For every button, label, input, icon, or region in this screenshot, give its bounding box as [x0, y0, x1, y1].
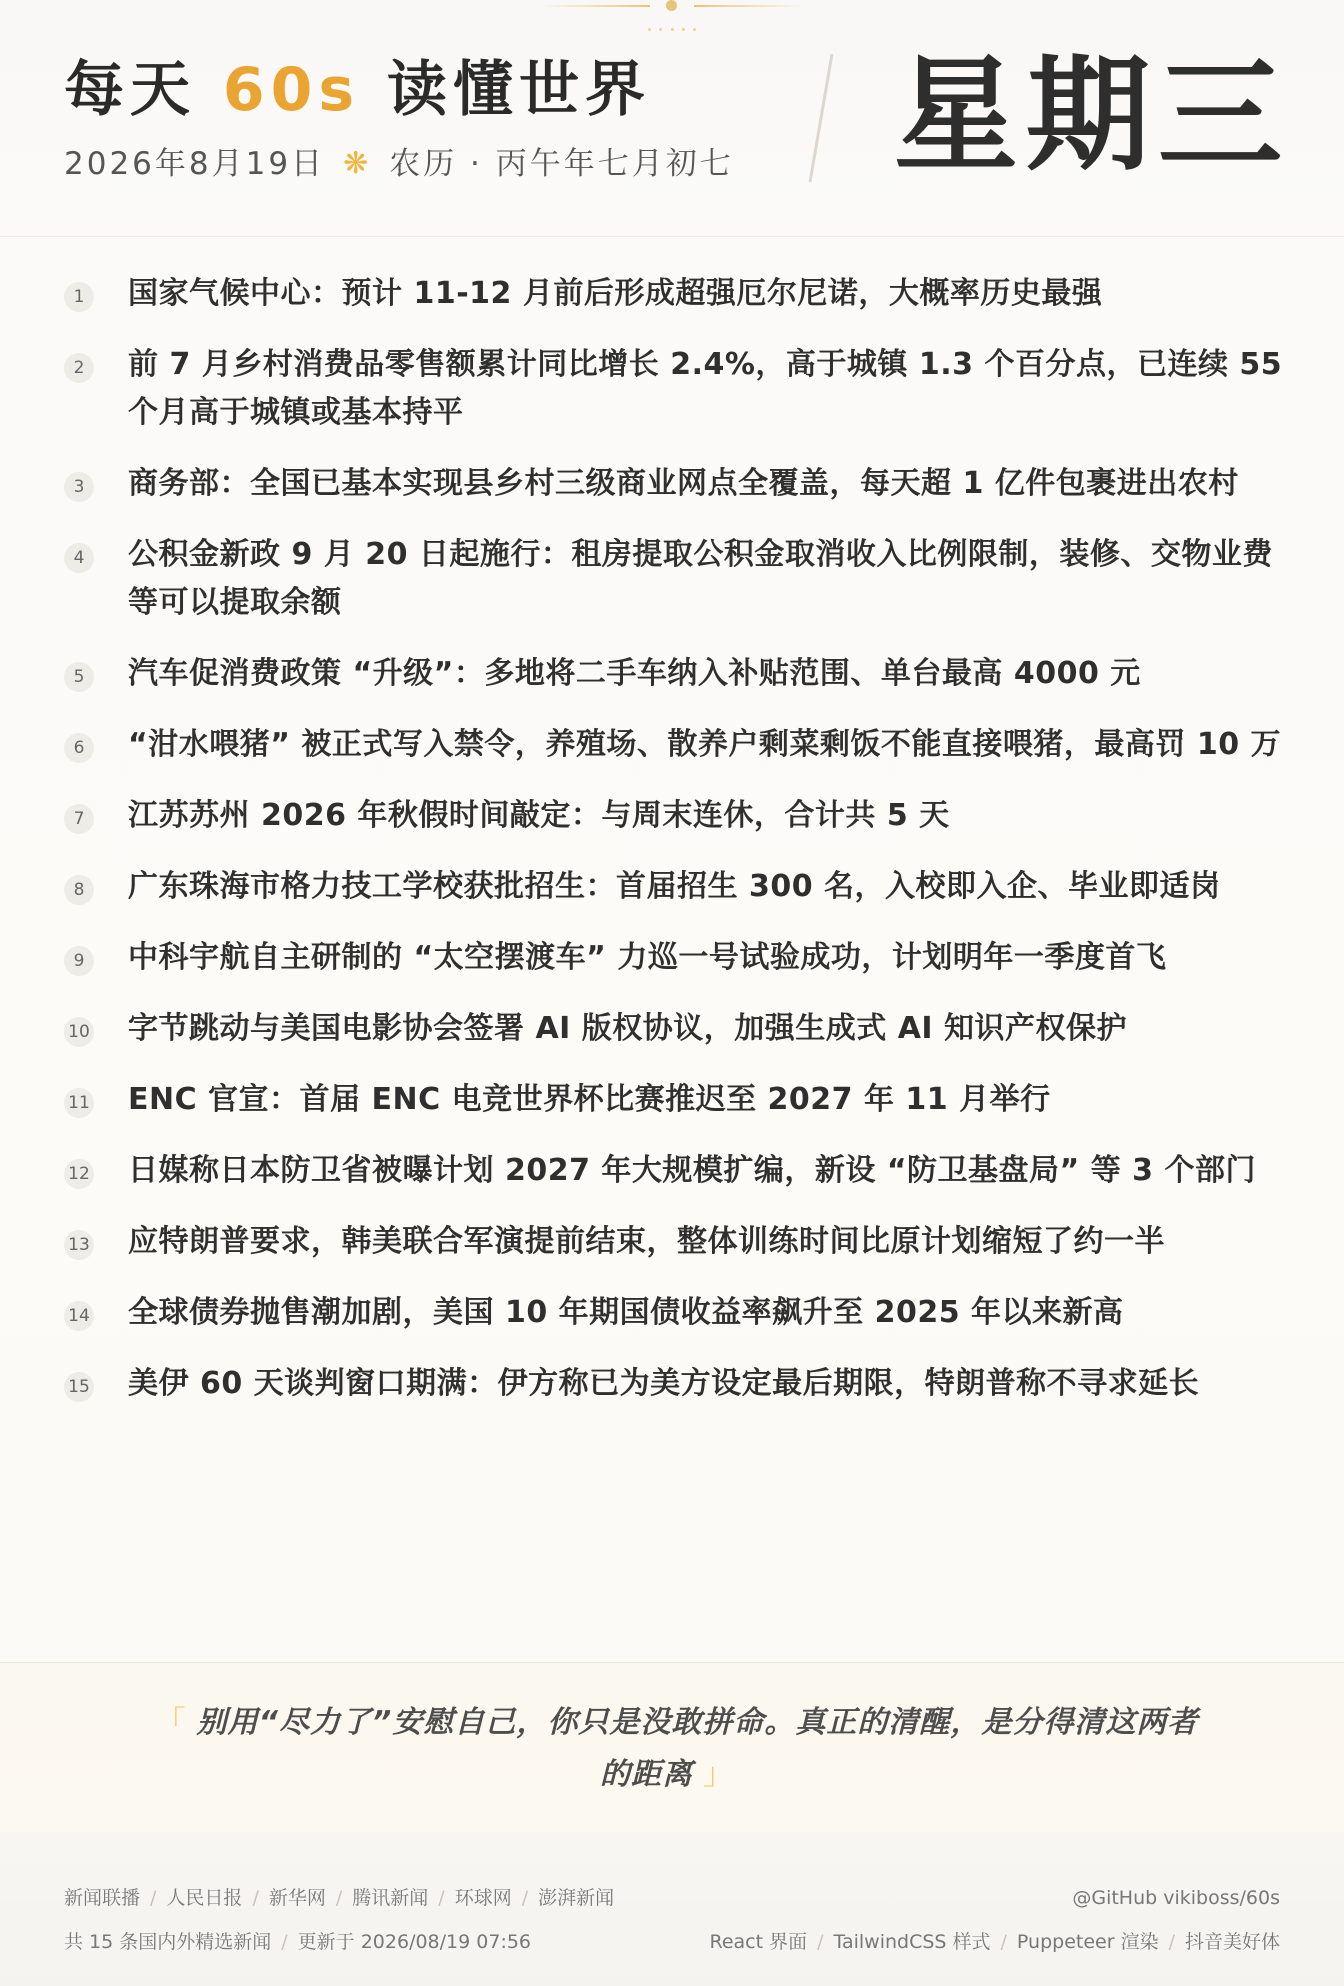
news-text: 广东珠海市格力技工学校获批招生：首届招生 300 名，入校即入企、毕业即适岗 [128, 869, 1221, 904]
news-text: 全球债券抛售潮加剧，美国 10 年期国债收益率飙升至 2025 年以来新高 [128, 1295, 1124, 1330]
news-count: 共 15 条国内外精选新闻 [64, 1931, 272, 1953]
news-text: 商务部：全国已基本实现县乡村三级商业网点全覆盖，每天超 1 亿件包裹进出农村 [128, 466, 1239, 501]
footer-stats: 共 15 条国内外精选新闻 / 更新于 2026/08/19 07:56 [64, 1931, 532, 1953]
tech-label: Puppeteer 渲染 [1016, 1931, 1159, 1953]
title-accent: 60s [222, 55, 361, 125]
news-text: 江苏苏州 2026 年秋假时间敲定：与周末连休，合计共 5 天 [128, 798, 950, 833]
news-text: 字节跳动与美国电影协会签署 AI 版权协议，加强生成式 AI 知识产权保护 [128, 1011, 1128, 1046]
daily-quote [140, 1697, 1204, 1801]
news-item [0, 1147, 1344, 1195]
news-text: 汽车促消费政策 “升级”：多地将二手车纳入补贴范围、单台最高 4000 元 [128, 656, 1141, 691]
news-number-badge: 2 [64, 353, 94, 383]
news-item [0, 792, 1344, 840]
news-text: 应特朗普要求，韩美联合军演提前结束，整体训练时间比原计划缩短了约一半 [128, 1224, 1165, 1259]
news-number-badge: 7 [64, 804, 94, 834]
news-number-badge: 1 [64, 282, 94, 312]
news-item [0, 1005, 1344, 1053]
news-number-badge: 3 [64, 472, 94, 502]
date-line [64, 142, 734, 186]
news-item [0, 270, 1344, 318]
title-suffix: 读懂世界 [360, 55, 651, 125]
news-item [0, 341, 1344, 437]
news-text: 前 7 月乡村消费品零售额累计同比增长 2.4%，高于城镇 1.3 个百分点，已连续 55 个月高于城镇或基本持平 [128, 347, 1283, 430]
divider-slash-icon [806, 52, 836, 184]
github-link[interactable]: @GitHub vikiboss/60s [1072, 1887, 1280, 1909]
news-number-badge: 4 [64, 543, 94, 573]
news-text: “泔水喂猪” 被正式写入禁令，养殖场、散养户剩菜剩饭不能直接喂猪，最高罚 10 万 [128, 727, 1282, 762]
weekday: 星期三 [894, 44, 1291, 188]
source-link[interactable]: 新闻联播 [64, 1887, 141, 1909]
news-item [0, 1076, 1344, 1124]
lunar-date: 农历 · 丙午年七月初七 [389, 146, 734, 182]
news-list [0, 270, 1344, 1431]
quote-text: 别用“尽力了”安慰自己，你只是没敢拼命。真正的清醒，是分得清这两者的距离 [196, 1705, 1199, 1792]
source-link[interactable]: 人民日报 [166, 1887, 243, 1909]
news-number-badge: 11 [64, 1088, 94, 1118]
source-link[interactable]: 环球网 [454, 1887, 512, 1909]
news-number-badge: 14 [64, 1301, 94, 1331]
tech-label: React 界面 [709, 1931, 808, 1953]
quote-open-mark: 「 [155, 1705, 187, 1740]
news-number-badge: 5 [64, 662, 94, 692]
title-prefix: 每天 [64, 55, 223, 125]
update-time: 更新于 2026/08/19 07:56 [297, 1931, 532, 1953]
tech-label: TailwindCSS 样式 [833, 1931, 991, 1953]
news-text: ENC 官宣：首届 ENC 电竞世界杯比赛推迟至 2027 年 11 月举行 [128, 1082, 1051, 1117]
page-title [64, 52, 651, 128]
news-item [0, 531, 1344, 627]
news-item [0, 460, 1344, 508]
sun-icon: ❋ [343, 146, 372, 181]
news-item [0, 1289, 1344, 1337]
source-link[interactable]: 腾讯新闻 [352, 1887, 429, 1909]
news-text: 日媒称日本防卫省被曝计划 2027 年大规模扩编，新设 “防卫基盘局” 等 3 个部门 [128, 1153, 1256, 1188]
news-number-badge: 12 [64, 1159, 94, 1189]
news-text: 中科宇航自主研制的 “太空摆渡车” 力巡一号试验成功，计划明年一季度首飞 [128, 940, 1167, 975]
footer-sources: 新闻联播 / 人民日报 / 新华网 / 腾讯新闻 / 环球网 / 澎湃新闻 [64, 1887, 615, 1909]
news-number-badge: 13 [64, 1230, 94, 1260]
news-number-badge: 9 [64, 946, 94, 976]
news-item [0, 1360, 1344, 1408]
news-number-badge: 8 [64, 875, 94, 905]
news-text: 国家气候中心：预计 11-12 月前后形成超强厄尔尼诺，大概率历史最强 [128, 276, 1103, 311]
source-link[interactable]: 澎湃新闻 [538, 1887, 615, 1909]
header [0, 0, 1344, 237]
news-item [0, 721, 1344, 769]
news-item [0, 934, 1344, 982]
news-text: 美伊 60 天谈判窗口期满：伊方称已为美方设定最后期限，特朗普称不寻求延长 [128, 1366, 1200, 1401]
news-number-badge: 6 [64, 733, 94, 763]
footer [0, 1832, 1344, 1986]
quote-box [0, 1662, 1344, 1834]
top-decoration [540, 0, 804, 14]
news-item [0, 650, 1344, 698]
footer-tech: React 界面 / TailwindCSS 样式 / Puppeteer 渲染 / 抖音美好体 [709, 1931, 1280, 1953]
news-item [0, 863, 1344, 911]
news-number-badge: 10 [64, 1017, 94, 1047]
news-number-badge: 15 [64, 1372, 94, 1402]
quote-close-mark: 」 [703, 1757, 734, 1792]
news-text: 公积金新政 9 月 20 日起施行：租房提取公积金取消收入比例限制，装修、交物业费等可以提取余额 [128, 537, 1273, 620]
date-text: 2026年8月19日 [64, 146, 326, 182]
source-link[interactable]: 新华网 [268, 1887, 326, 1909]
tech-label: 抖音美好体 [1184, 1931, 1280, 1953]
news-item [0, 1218, 1344, 1266]
